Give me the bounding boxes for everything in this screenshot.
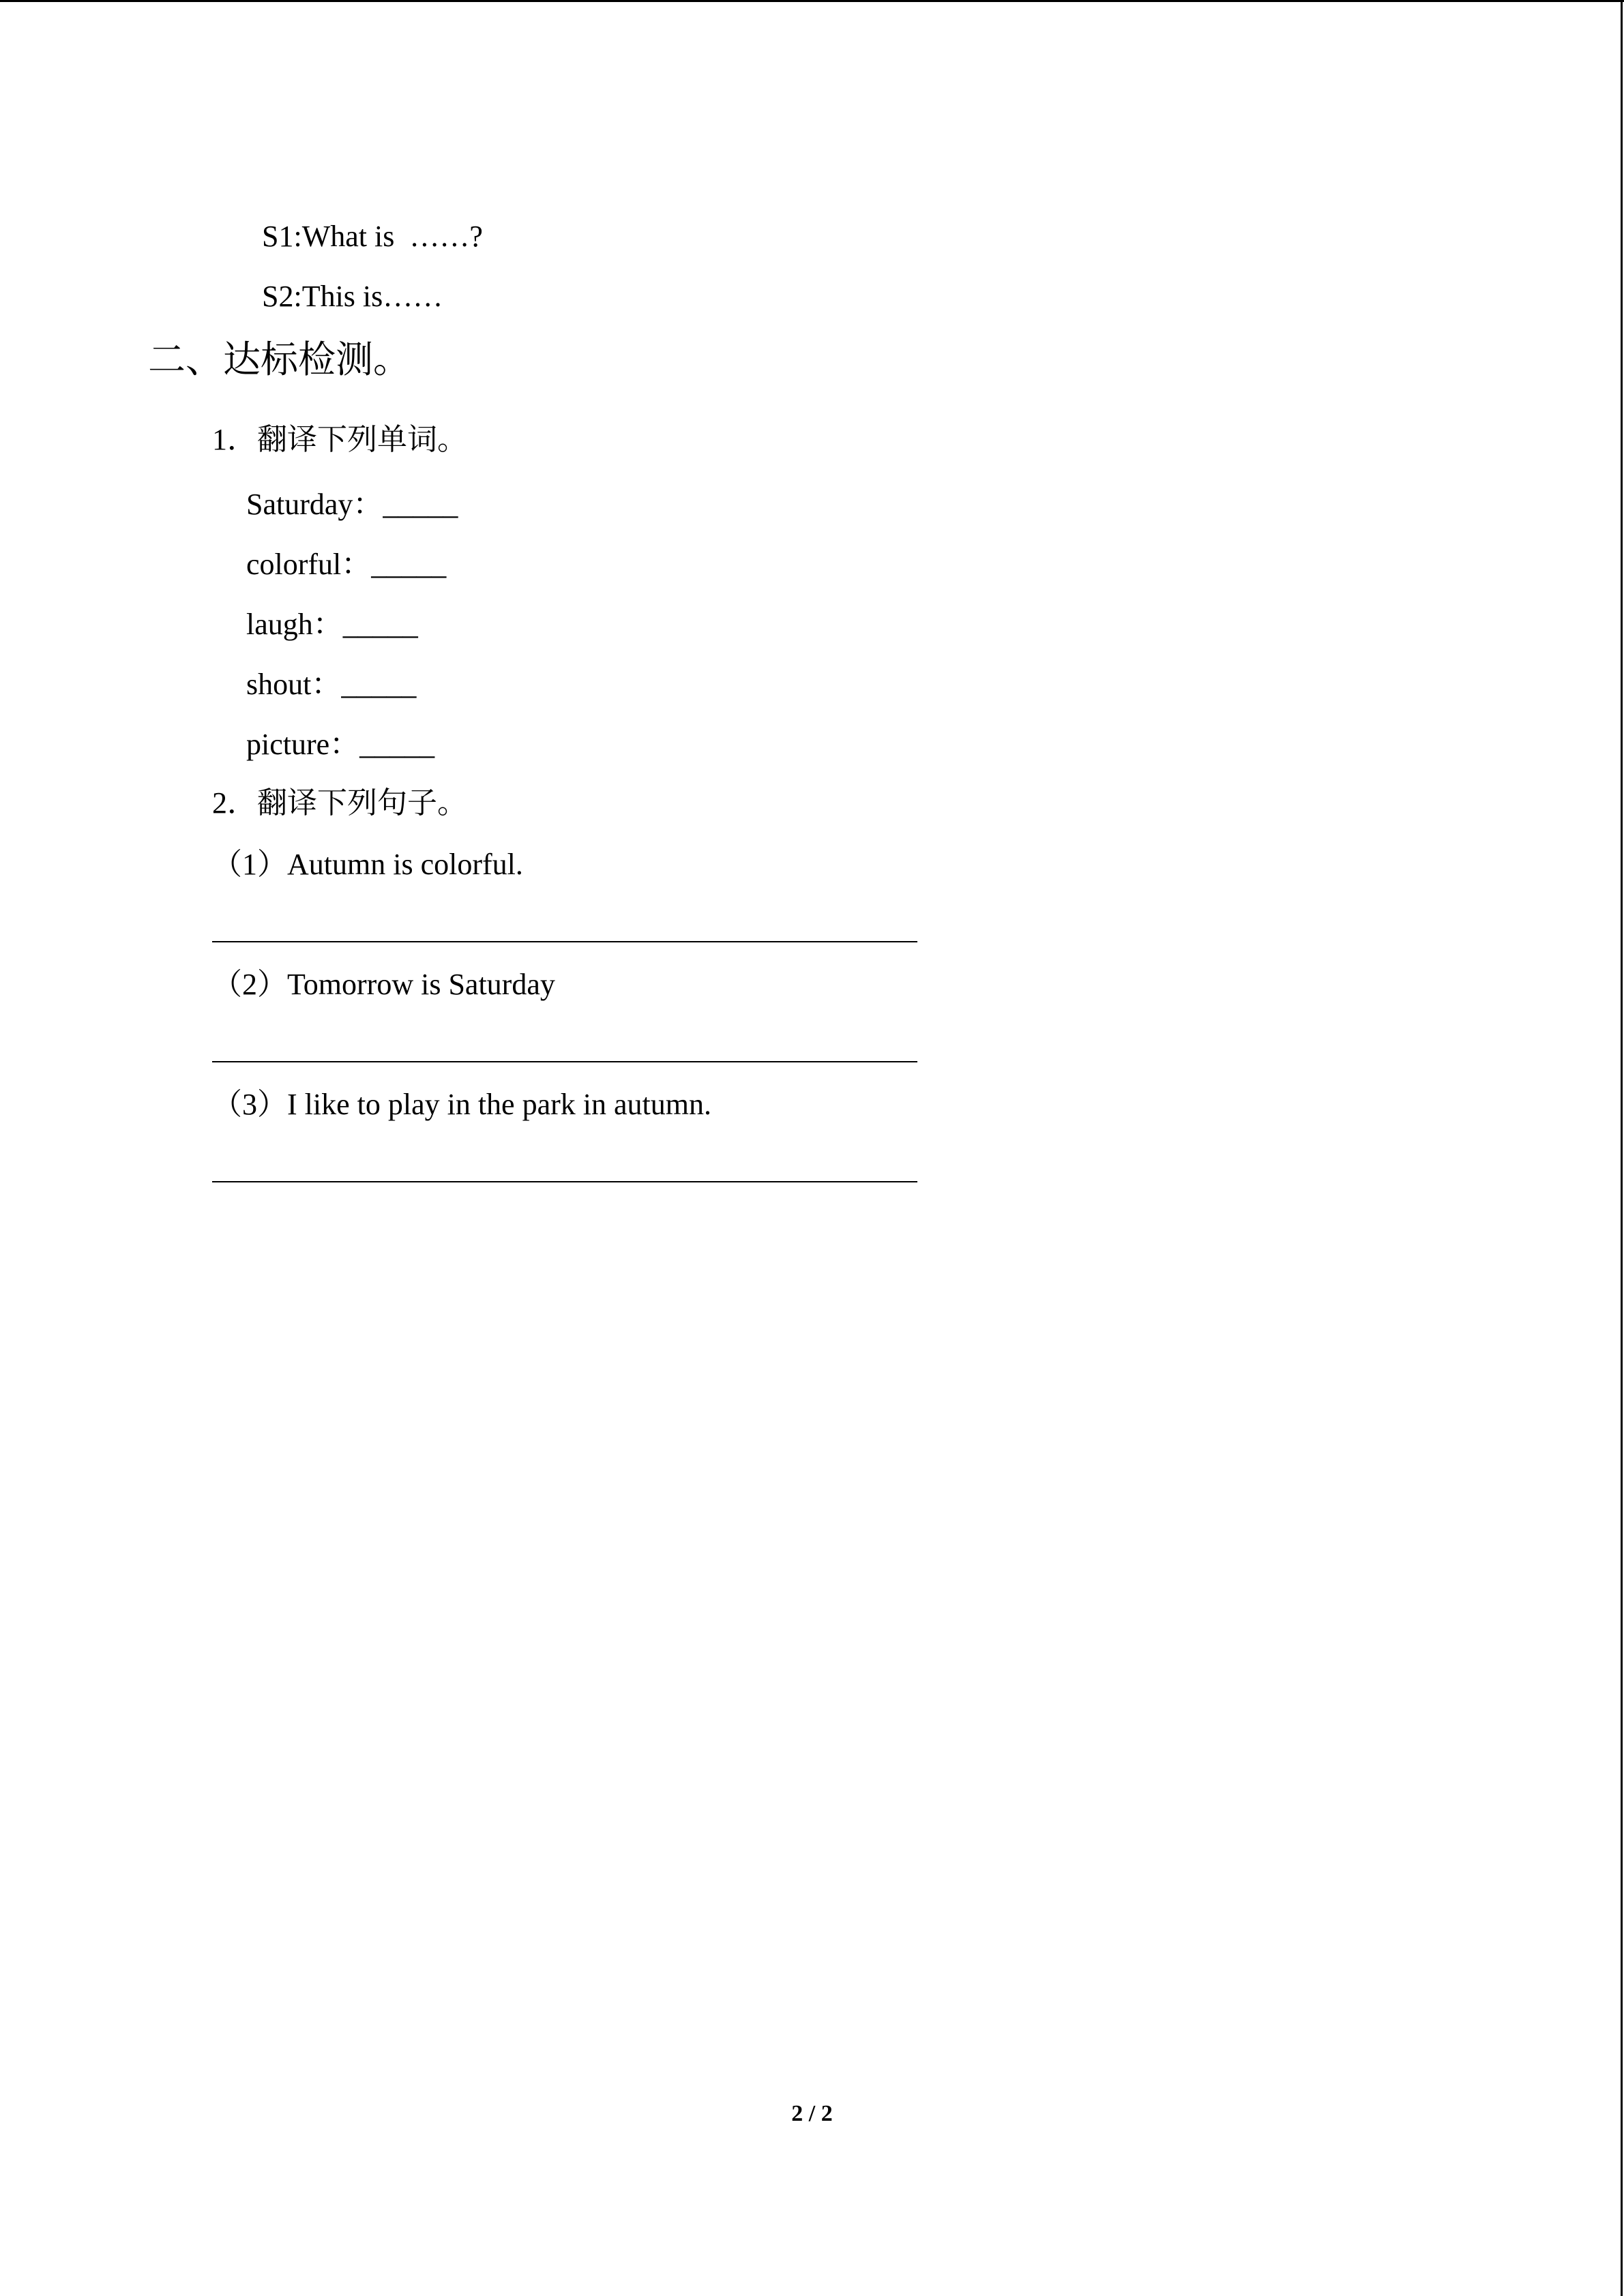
word-item: colorful：_____ bbox=[246, 548, 447, 581]
question-1-title: 1．翻译下列单词。 bbox=[212, 423, 467, 456]
word-item: picture：_____ bbox=[246, 728, 435, 761]
word-item: shout：_____ bbox=[246, 668, 417, 701]
page-border-right bbox=[1621, 0, 1623, 2296]
page-border-top bbox=[0, 0, 1624, 2]
dialogue-line-s1: S1:What is ……? bbox=[262, 220, 483, 253]
answer-line bbox=[212, 941, 917, 942]
word-item: laugh：_____ bbox=[246, 608, 418, 641]
word-item: Saturday：_____ bbox=[246, 488, 458, 521]
page-number: 2 / 2 bbox=[791, 2101, 833, 2126]
question-2-title: 2．翻译下列句子。 bbox=[212, 786, 467, 820]
dialogue-line-s2: S2:This is…… bbox=[262, 280, 443, 313]
answer-line bbox=[212, 1181, 917, 1182]
sentence-item: （1）Autumn is colorful. bbox=[212, 848, 523, 881]
sentence-item: （2）Tomorrow is Saturday bbox=[212, 968, 555, 1001]
sentence-item: （3）I like to play in the park in autumn. bbox=[212, 1088, 711, 1121]
section-heading: 二、达标检测。 bbox=[148, 339, 411, 381]
answer-line bbox=[212, 1061, 917, 1062]
